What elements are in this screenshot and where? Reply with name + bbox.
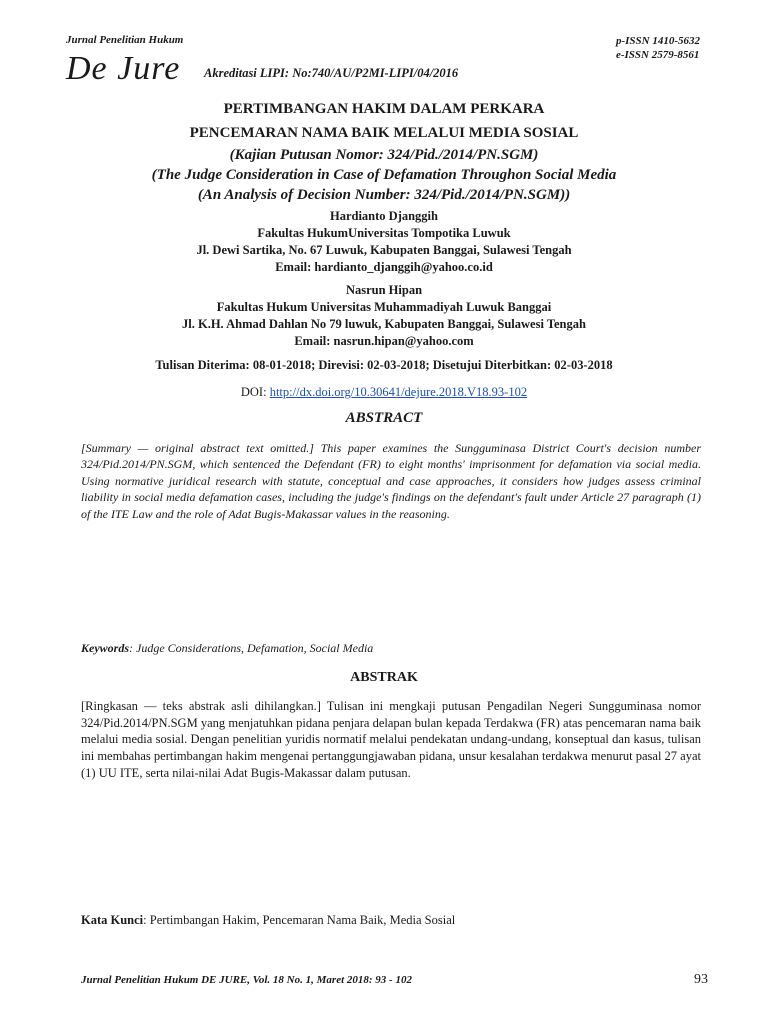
keywords-label: Keywords	[81, 641, 129, 655]
kata-kunci-label: Kata Kunci	[81, 913, 144, 927]
title-line-4: (The Judge Consideration in Case of Defamation Throughon Social Media	[151, 167, 617, 183]
title-line-2: PENCEMARAN NAMA BAIK MELALUI MEDIA SOSIAL	[189, 125, 579, 141]
abstract-body: [Summary — original abstract text omitted.] This paper examines the Sungguminasa District Court's decision number 324/Pid.2014/PN.SGM, which sentenced the Defendant (FR) to eight months' imprisonment for defamation via social media. Using normative juridical research with statute, conceptual and case approaches, it considers how judges assess criminal liability in social media defamation cases, including the judge's findings on the defendant's fault under Article 27 paragraph (1) of the ITE Law and the role of Adat Bugis-Makassar values in the reasoning.	[81, 441, 701, 521]
author-affiliation: Fakultas Hukum Universitas Muhammadiyah Luwuk Banggai	[216, 300, 552, 314]
doi-link[interactable]: http://dx.doi.org/10.30641/dejure.2018.V18.93-102	[269, 385, 528, 399]
doi-line	[40, 385, 728, 400]
journal-name: Jurnal Penelitian Hukum	[66, 34, 184, 46]
keywords-line	[81, 641, 701, 656]
abstract-heading: ABSTRACT	[345, 410, 423, 426]
author-block	[40, 208, 728, 374]
author-address: Jl. Dewi Sartika, No. 67 Luwuk, Kabupaten Banggai, Sulawesi Tengah	[196, 243, 572, 257]
abstrak-body: [Ringkasan — teks abstrak asli dihilangkan.] Tulisan ini mengkaji putusan Pengadilan Negeri Sungguminasa nomor 324/Pid.2014/PN.SGM yang menjatuhkan pidana penjara delapan bulan kepada Terdakwa (FR) atas pencemaran nama baik melalui media sosial. Dengan penelitian yuridis normatif melalui pendekatan undang-undang, konseptual dan kasus, tulisan ini membahas pertimbangan hakim mengenai pertanggungjawaban pidana, unsur kesalahan terdakwa menurut pasal 27 ayat (1) UU ITE, serta nilai-nilai Adat Bugis-Makassar dalam putusan.	[81, 699, 701, 780]
page-number: 93	[694, 972, 708, 987]
author-email: Email: hardianto_djanggih@yahoo.co.id	[275, 260, 493, 274]
journal-logo: De Jure	[66, 50, 181, 87]
submission-dates: Tulisan Diterima: 08-01-2018; Direvisi: 02-03-2018; Disetujui Diterbitkan: 02-03-2018	[155, 358, 613, 372]
keywords-text: : Judge Considerations, Defamation, Social Media	[129, 641, 374, 655]
doi-label: DOI:	[240, 385, 270, 399]
author-affiliation: Fakultas HukumUniversitas Tompotika Luwuk	[257, 226, 511, 240]
author-1	[40, 208, 728, 276]
kata-kunci-line	[81, 913, 701, 928]
title-line-3: (Kajian Putusan Nomor: 324/Pid./2014/PN.SGM)	[229, 147, 539, 163]
article-title	[40, 97, 728, 205]
footer-citation: Jurnal Penelitian Hukum DE JURE, Vol. 18 No. 1, Maret 2018: 93 - 102	[81, 974, 412, 986]
author-email: Email: nasrun.hipan@yahoo.com	[294, 334, 474, 348]
p-issn: p-ISSN 1410-5632	[615, 35, 700, 47]
title-line-1: PERTIMBANGAN HAKIM DALAM PERKARA	[223, 101, 545, 117]
abstrak-heading: ABSTRAK	[350, 670, 418, 685]
kata-kunci-text: : Pertimbangan Hakim, Pencemaran Nama Baik, Media Sosial	[143, 913, 456, 927]
title-line-5: (An Analysis of Decision Number: 324/Pid./2014/PN.SGM))	[197, 187, 571, 203]
author-name: Nasrun Hipan	[345, 283, 423, 297]
author-2	[40, 282, 728, 350]
accreditation-line: Akreditasi LIPI: No:740/AU/P2MI-LIPI/04/2016	[204, 66, 459, 80]
e-issn: e-ISSN 2579-8561	[615, 49, 700, 61]
author-name: Hardianto Djanggih	[329, 209, 438, 223]
author-address: Jl. K.H. Ahmad Dahlan No 79 luwuk, Kabupaten Banggai, Sulawesi Tengah	[182, 317, 586, 331]
issn-block	[616, 34, 700, 62]
